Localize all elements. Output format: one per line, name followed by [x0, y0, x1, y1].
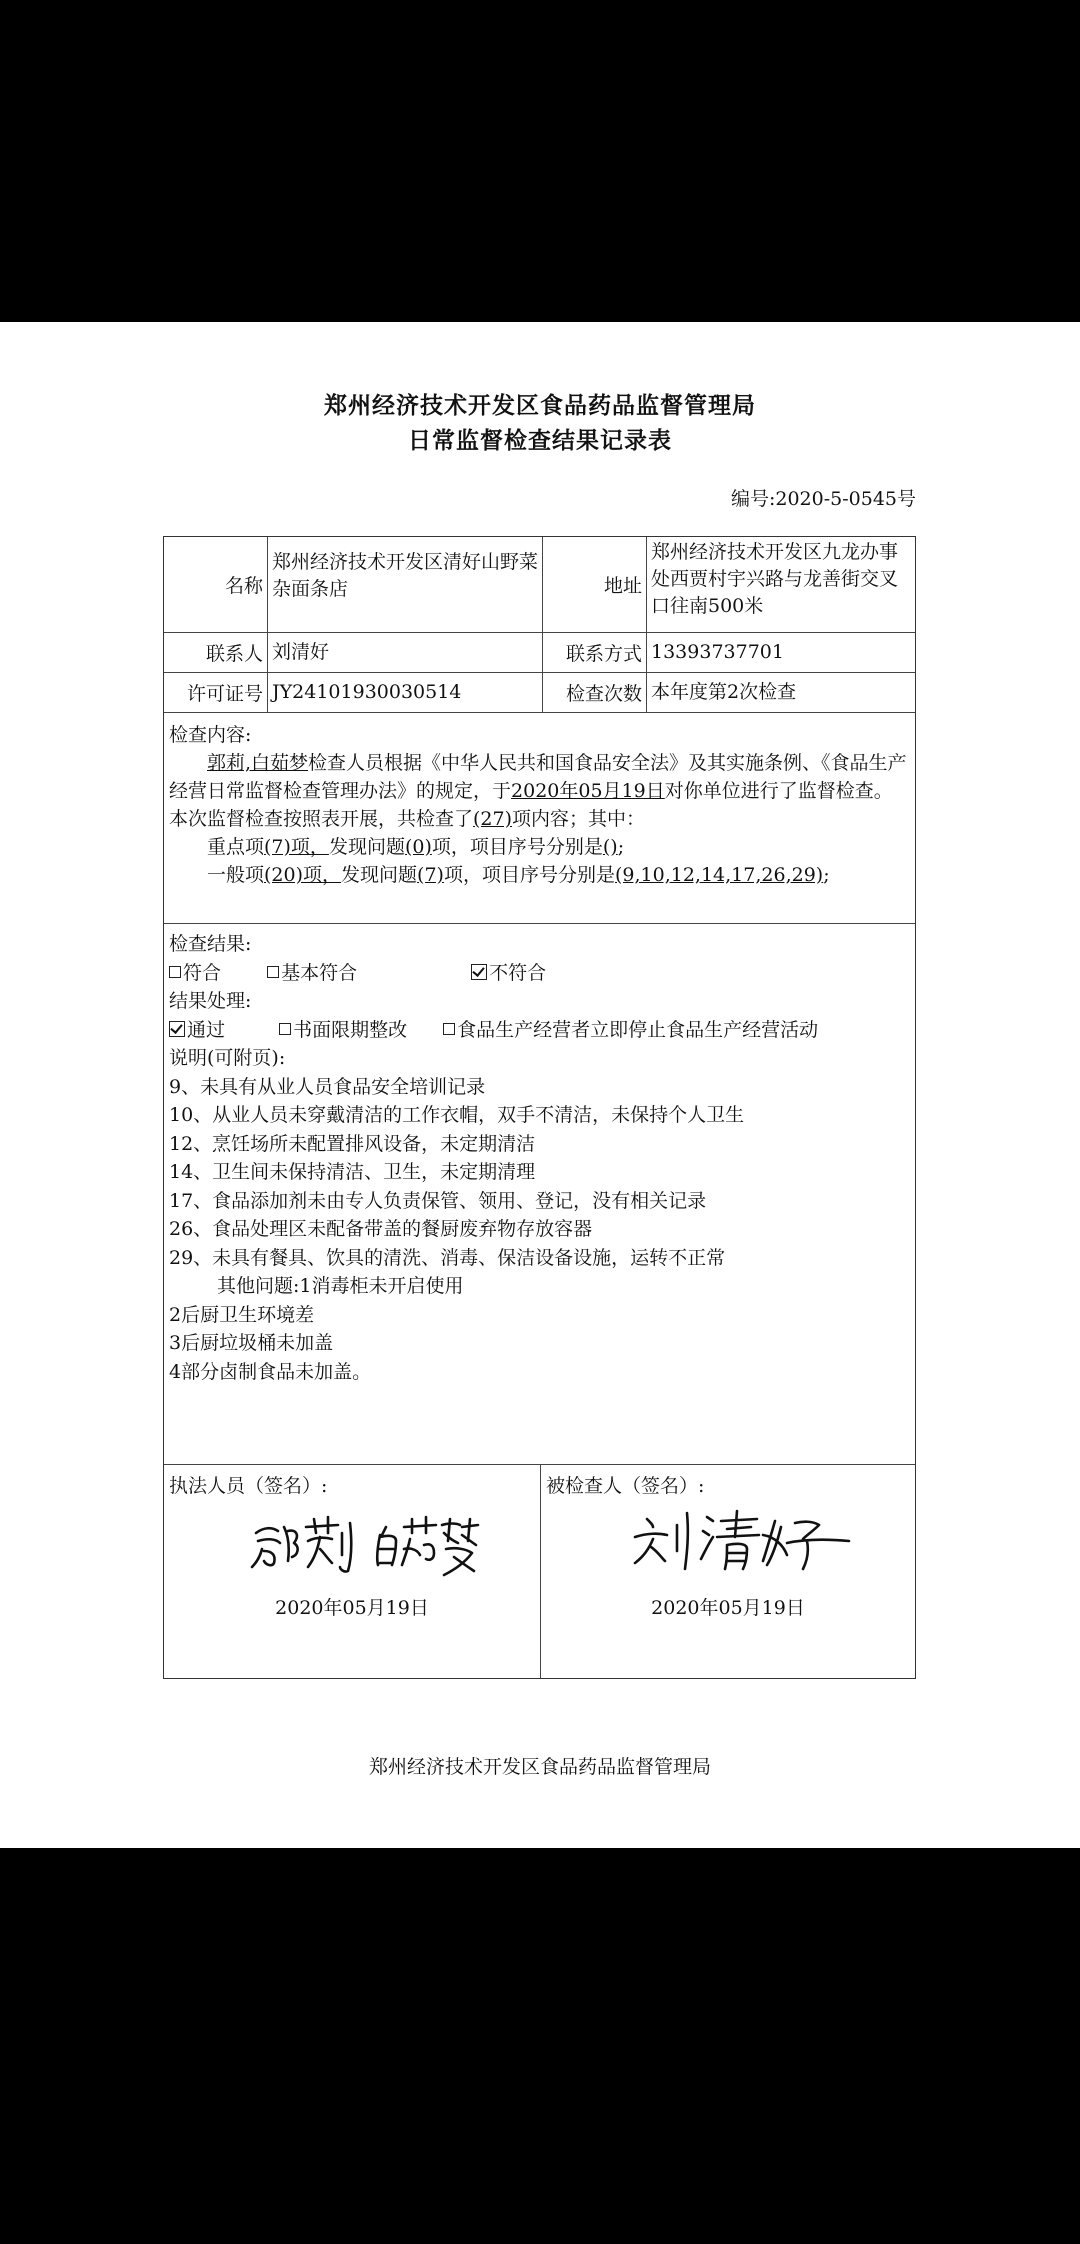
general-list-label: 项，项目序号分别是	[443, 864, 615, 886]
address-label: 地址	[543, 537, 647, 632]
inspection-content-section	[164, 713, 915, 924]
inspection-count-label: 检查次数	[543, 673, 647, 712]
address-value: 郑州经济技术开发区九龙办事处西贾村宇兴路与龙善街交叉口往南500米	[651, 541, 899, 617]
inspection-content-paragraph	[169, 749, 910, 833]
license-value: JY24101930030514	[268, 673, 543, 712]
general-items-count: (20)项，	[264, 864, 342, 886]
phone-label: 联系方式	[543, 633, 647, 672]
general-line-end: ;	[823, 864, 830, 886]
note-item: 17、食品添加剂未由专人负责保管、领用、登记，没有相关记录	[169, 1189, 707, 1212]
handling-heading: 结果处理:	[169, 990, 252, 1012]
note-item: 12、烹饪场所未配置排风设备，未定期清洁	[169, 1132, 536, 1155]
form-row-license	[164, 673, 915, 713]
form-row-name-address	[164, 537, 915, 633]
inspector-names: 郭莉,白茹梦	[207, 752, 309, 774]
document-number: 编号:2020-5-0545号	[730, 488, 916, 510]
key-line-end: ;	[617, 836, 625, 858]
result-options	[169, 959, 910, 988]
key-issues-count: (0)	[404, 836, 432, 858]
note-item: 26、食品处理区未配备带盖的餐厨废弃物存放容器	[169, 1218, 593, 1240]
phone-value: 13393737701	[651, 641, 784, 663]
inspection-form	[163, 536, 916, 1679]
inspectee-signature-image	[627, 1499, 857, 1579]
name-label: 名称	[164, 537, 268, 632]
note-item: 29、未具有餐具、饮具的清洗、消毒、保洁设备设施，运转不正常	[169, 1246, 726, 1269]
checkbox-empty-icon	[443, 1023, 455, 1035]
document-subtitle: 日常监督检查结果记录表	[408, 427, 672, 454]
general-issue-list: (9,10,12,14,17,26,29)	[614, 864, 824, 886]
officer-signature-image	[244, 1505, 484, 1585]
document-title: 郑州经济技术开发区食品药品监督管理局	[324, 392, 756, 419]
key-issues-label: 发现问题	[328, 836, 405, 858]
other-issue-item: 3后厨垃圾桶未加盖	[169, 1332, 334, 1354]
key-items-label: 重点项	[207, 836, 265, 858]
general-issues-count: (7)	[417, 864, 444, 886]
option-nonconform[interactable]	[471, 959, 546, 988]
key-list-label: 项，项目序号分别是	[431, 836, 603, 858]
inspection-result-section	[164, 924, 915, 1465]
option-basic-label: 基本符合	[281, 961, 358, 984]
other-issue-item: 4部分卤制食品未加盖。	[169, 1360, 372, 1383]
total-items: (27)	[473, 808, 513, 830]
handling-rectify-label: 书面限期整改	[293, 1018, 408, 1041]
checkbox-checked-icon	[169, 1021, 185, 1037]
handling-options	[169, 1016, 910, 1045]
checkbox-empty-icon	[169, 966, 181, 978]
paragraph-text-b: 对你单位进行了监督检查。本次监督检查按照表开展，共检查了	[169, 780, 893, 830]
general-items-label: 一般项	[207, 864, 265, 886]
name-value: 郑州经济技术开发区清好山野菜杂面条店	[268, 537, 543, 632]
contact-value: 刘清好	[268, 633, 543, 672]
paragraph-text-a: 检查人员根据《中华人民共和国食品安全法》及其实施条例、《食品生产经营日常监督检查管理办法》的规定，于	[169, 752, 907, 802]
inspection-date: 2020年05月19日	[511, 780, 665, 802]
handling-pass-label: 通过	[187, 1018, 226, 1041]
option-basic-conform[interactable]	[267, 959, 357, 988]
inspectee-sign-date: 2020年05月19日	[651, 1597, 805, 1619]
other-issue-item: 2后厨卫生环境差	[169, 1303, 315, 1326]
checkbox-checked-icon	[471, 964, 487, 980]
option-conform-label: 符合	[183, 961, 222, 984]
result-heading: 检查结果:	[169, 933, 252, 955]
license-label: 许可证号	[164, 673, 268, 712]
handling-stop[interactable]	[443, 1016, 818, 1045]
note-item: 14、卫生间未保持清洁、卫生，未定期清理	[169, 1161, 536, 1183]
option-nonconform-label: 不符合	[489, 961, 547, 984]
checkbox-empty-icon	[267, 966, 279, 978]
key-items-count: (7)项，	[264, 836, 329, 858]
note-item: 9、未具有从业人员食品安全培训记录	[169, 1075, 486, 1098]
footer-org: 郑州经济技术开发区食品药品监督管理局	[368, 1756, 711, 1778]
handling-rectify[interactable]	[279, 1016, 407, 1045]
officer-sign-date: 2020年05月19日	[275, 1597, 429, 1619]
option-conform[interactable]	[169, 959, 221, 988]
key-items-line	[169, 833, 910, 861]
general-items-line	[169, 861, 910, 889]
notes-heading: 说明(可附页):	[169, 1047, 286, 1069]
signature-section	[164, 1465, 915, 1678]
handling-stop-label: 食品生产经营者立即停止食品生产经营活动	[457, 1018, 819, 1041]
inspection-content-heading: 检查内容:	[169, 724, 252, 746]
key-issue-list: ()	[602, 836, 618, 858]
form-row-contact	[164, 633, 915, 673]
officer-signature-label: 执法人员（签名）:	[169, 1475, 328, 1497]
handling-pass[interactable]	[169, 1016, 225, 1045]
inspection-count-value: 本年度第2次检查	[651, 681, 797, 703]
other-issues-heading: 其他问题:1消毒柜未开启使用	[217, 1275, 464, 1297]
inspectee-signature-label: 被检查人（签名）:	[546, 1475, 705, 1497]
paragraph-text-c: 项内容；其中：	[512, 808, 646, 830]
officer-signature-box	[164, 1465, 541, 1678]
contact-label: 联系人	[164, 633, 268, 672]
note-item: 10、从业人员未穿戴清洁的工作衣帽，双手不清洁，未保持个人卫生	[169, 1104, 745, 1126]
checkbox-empty-icon	[279, 1023, 291, 1035]
document-page	[0, 322, 1080, 1848]
inspectee-signature-box	[541, 1465, 915, 1678]
general-issues-label: 发现问题	[341, 864, 418, 886]
